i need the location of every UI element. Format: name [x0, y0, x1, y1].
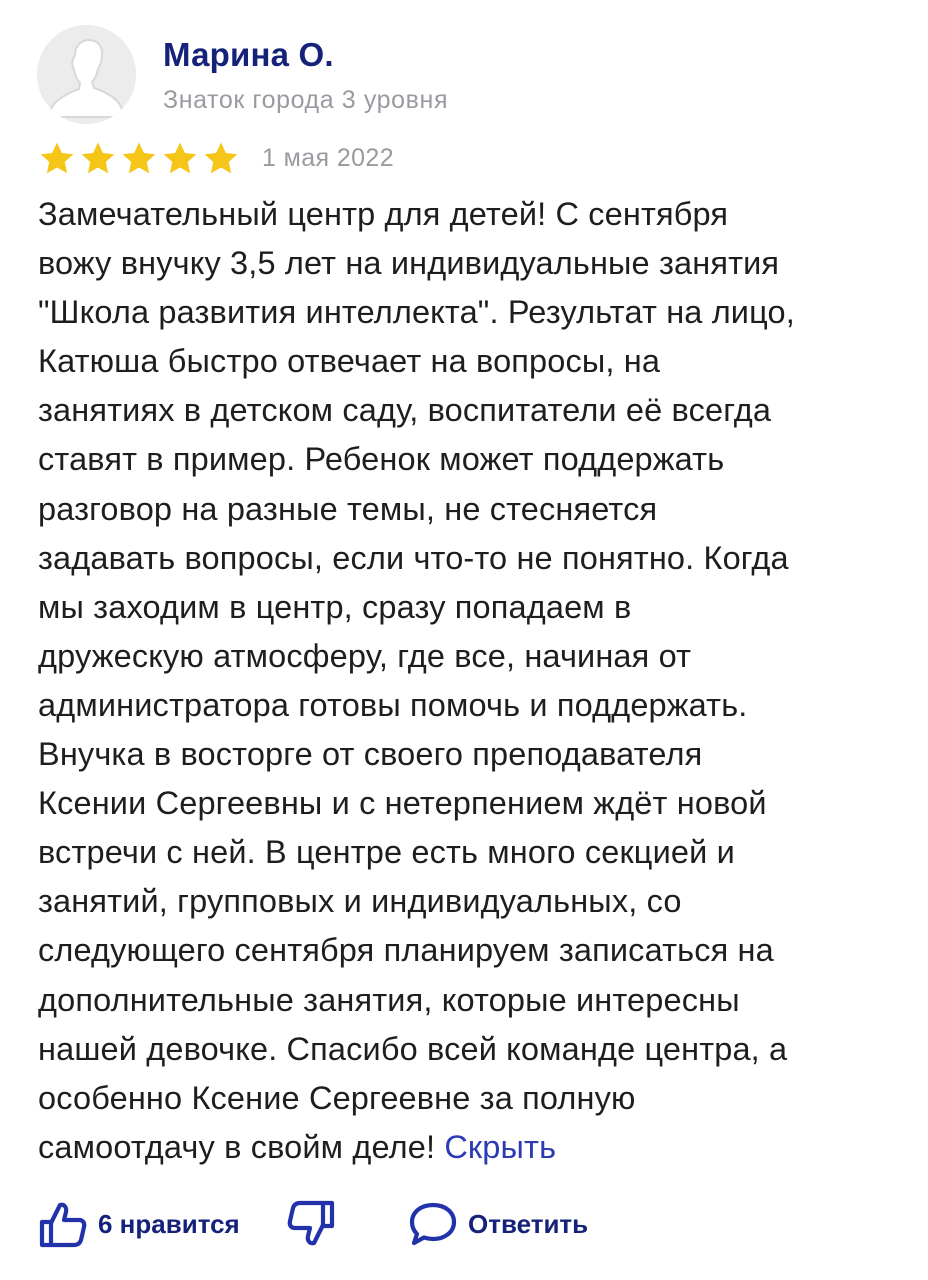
- star-icon: [161, 140, 199, 178]
- review-line: дополнительные занятия, которые интересны: [38, 981, 740, 1018]
- review-line: Ксении Сергеевны и с нетерпением ждёт новой: [38, 785, 767, 822]
- review-line: нашей девочке. Спасибо всей команде центра, а: [38, 1030, 788, 1067]
- review-actions: [38, 1196, 898, 1252]
- star-icon: [38, 140, 76, 178]
- reply-label: Ответить: [468, 1208, 589, 1239]
- like-button[interactable]: [38, 1196, 240, 1252]
- author-rank: Знаток города 3 уровня: [163, 86, 449, 114]
- rating-stars: [38, 140, 240, 178]
- review-line: следующего сентября планируем записаться на: [38, 932, 774, 969]
- star-icon: [79, 140, 117, 178]
- review-line: разговор на разные темы, не стесняется: [38, 490, 658, 527]
- hide-link[interactable]: Скрыть: [444, 1128, 557, 1165]
- user-silhouette-icon: [37, 25, 136, 124]
- review-line: встречи с ней. В центре есть много секцией и: [38, 834, 735, 871]
- review-line: ставят в пример. Ребенок может поддержать: [38, 441, 725, 478]
- thumbs-up-icon: [38, 1199, 88, 1249]
- review-line: мы заходим в центр, сразу попадаем в: [38, 588, 632, 625]
- like-count-label: 6 нравится: [98, 1208, 240, 1239]
- author-name[interactable]: Марина О.: [163, 36, 334, 73]
- thumbs-down-icon: [286, 1199, 336, 1249]
- review-text: [38, 190, 922, 1172]
- review-last-line: [38, 1123, 922, 1172]
- star-icon: [202, 140, 240, 178]
- review-line: самоотдачу в свойм деле!: [38, 1128, 436, 1165]
- review-line: задавать вопросы, если что-то не понятно. Когда: [38, 539, 789, 576]
- avatar[interactable]: [37, 25, 136, 124]
- speech-bubble-icon: [408, 1199, 458, 1249]
- review-line: "Школа развития интеллекта". Результат на лицо,: [38, 294, 795, 331]
- review-line: дружескую атмосферу, где все, начиная от: [38, 637, 692, 674]
- review-line: Катюша быстро отвечает на вопросы, на: [38, 343, 661, 380]
- review-line: Внучка в восторге от своего преподавателя: [38, 736, 703, 773]
- review-line: особенно Ксение Сергеевне за полную: [38, 1079, 636, 1116]
- review-line: администратора готовы помочь и поддержать.: [38, 686, 748, 723]
- review-line: Замечательный центр для детей! С сентября: [38, 196, 729, 232]
- review-date: 1 мая 2022: [262, 144, 395, 172]
- review-line: занятиях в детском саду, воспитатели её всегда: [38, 392, 772, 429]
- star-icon: [120, 140, 158, 178]
- dislike-button[interactable]: [286, 1196, 336, 1252]
- reply-button[interactable]: [408, 1196, 588, 1252]
- review-line: вожу внучку 3,5 лет на индивидуальные занятия: [38, 245, 780, 282]
- review-line: занятий, групповых и индивидуальных, со: [38, 883, 682, 920]
